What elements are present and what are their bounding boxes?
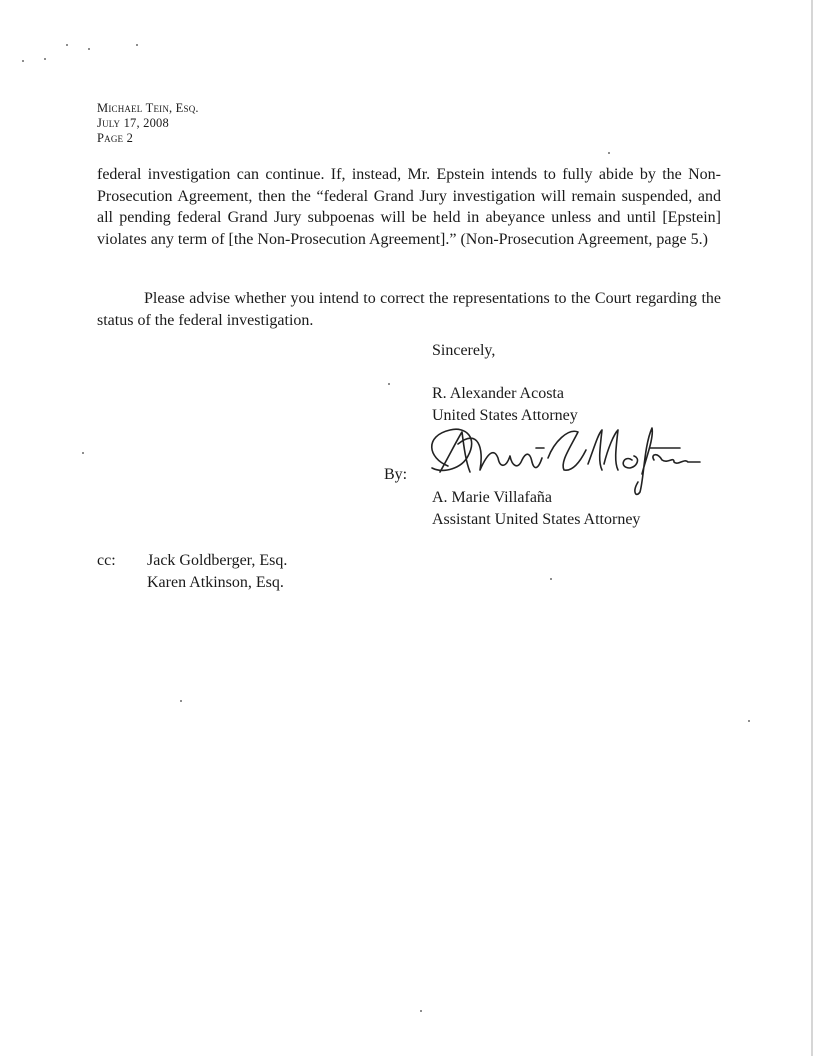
scan-speck — [180, 700, 182, 702]
header-date: July 17, 2008 — [97, 116, 169, 130]
scan-speck — [44, 58, 46, 60]
scan-speck — [608, 152, 610, 154]
cc-recipient: Jack Goldberger, Esq. — [147, 552, 288, 569]
signer-title: Assistant United States Attorney — [432, 510, 641, 528]
cc-recipient: Karen Atkinson, Esq. — [147, 573, 284, 591]
cc-label: cc: — [97, 552, 116, 569]
signer-block — [432, 487, 640, 530]
header-page-number: Page 2 — [97, 131, 134, 145]
sender-name: R. Alexander Acosta — [432, 385, 564, 402]
scan-speck — [748, 720, 750, 722]
scan-speck — [550, 578, 552, 580]
header-recipient: Michael Tein, Esq. — [97, 101, 199, 115]
page-edge-shadow — [811, 0, 813, 1056]
letter-header — [97, 101, 199, 146]
closing-salutation: Sincerely, — [432, 342, 496, 359]
body-paragraph-2: Please advise whether you intend to correct the representations to the Court regarding the status of the federal investigation. — [97, 290, 721, 329]
signer-name: A. Marie Villafaña — [432, 489, 553, 506]
scan-speck — [82, 452, 84, 454]
body-paragraph-1: federal investigation can continue. If, instead, Mr. Epstein intends to fully abide by the Non-Prosecution Agreement, then the “federal Grand Jury investigation will remain suspended, and all pending federal Grand Jury subpoenas will be held in abeyance unless and until [Epstein] violates any term of [the Non-Prosecution Agreement].” (Non-Prosecution Agreement, page 5.) — [97, 166, 721, 248]
by-label: By: — [384, 466, 408, 483]
scan-speck — [88, 48, 90, 50]
scan-speck — [420, 1010, 422, 1012]
scan-speck — [22, 60, 24, 62]
scan-speck — [66, 44, 68, 46]
cc-recipients — [147, 550, 287, 593]
sender-title: United States Attorney — [432, 406, 578, 424]
scan-speck — [136, 44, 138, 46]
scan-speck — [388, 383, 390, 385]
